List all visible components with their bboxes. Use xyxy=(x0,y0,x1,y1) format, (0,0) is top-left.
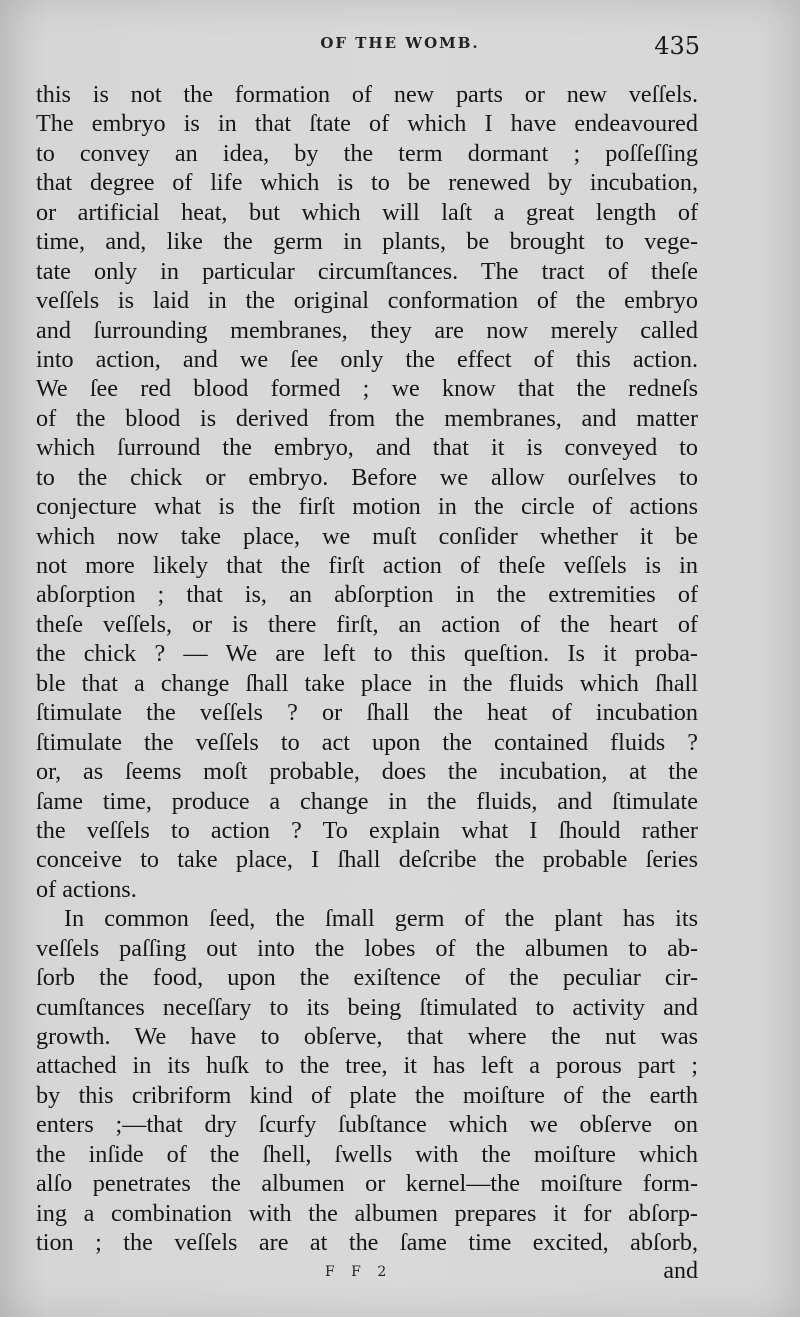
page-footer xyxy=(0,1258,800,1292)
text-line: the inſide of the ſhell, ſwells with the moiſture which xyxy=(36,1140,698,1168)
text-line: or artificial heat, but which will laſt a great length of xyxy=(36,198,698,226)
text-line: ſorb the food, upon the exiſtence of the peculiar cir- xyxy=(36,964,698,992)
text-line: enters ;—that dry ſcurfy ſubſtance which we obſerve on xyxy=(36,1111,698,1139)
text-line: ble that a change ſhall take place in the fluids which ſhall xyxy=(36,669,698,697)
text-line: and ſurrounding membranes, they are now merely called xyxy=(36,316,698,344)
catchword: and xyxy=(663,1258,698,1284)
text-line: which ſurround the embryo, and that it is conveyed to xyxy=(36,434,698,462)
text-line: attached in its huſk to the tree, it has left a porous part ; xyxy=(36,1052,698,1080)
text-line: conjecture what is the firſt motion in the circle of actions xyxy=(36,493,698,521)
text-line: which now take place, we muſt conſider whether it be xyxy=(36,522,698,550)
text-line: ing a combination with the albumen prepares it for abſorp- xyxy=(36,1199,698,1227)
text-line: this is not the formation of new parts or new veſſels. xyxy=(36,81,698,108)
text-line: veſſels paſſing out into the lobes of the albumen to ab- xyxy=(36,934,698,962)
text-line: into action, and we ſee only the effect of this action. xyxy=(36,345,698,373)
body-text xyxy=(36,80,698,1258)
text-line: conceive to take place, I ſhall deſcribe the probable ſeries xyxy=(36,846,698,874)
signature-mark: F F 2 xyxy=(325,1264,393,1280)
text-line: ſtimulate the veſſels to act upon the contained fluids ? xyxy=(36,728,698,756)
text-line: to convey an idea, by the term dormant ; poſſeſſing xyxy=(36,139,698,167)
text-line: The embryo is in that ſtate of which I have endeavoured xyxy=(36,110,698,138)
text-line: the veſſels to action ? To explain what I ſhould rather xyxy=(36,816,698,844)
text-line: abſorption ; that is, an abſorption in the extremities of xyxy=(36,581,698,609)
text-line: theſe veſſels, or is there firſt, an action of the heart of xyxy=(36,610,698,638)
text-line: tion ; the veſſels are at the ſame time excited, abſorb, xyxy=(36,1229,698,1257)
text-line: to the chick or embryo. Before we allow ourſelves to xyxy=(36,463,698,491)
text-line: veſſels is laid in the original conformation of the embryo xyxy=(36,287,698,315)
running-title: OF THE WOMB. xyxy=(320,34,480,52)
text-line: that degree of life which is to be renewed by incubation, xyxy=(36,169,698,197)
text-line: We ſee red blood formed ; we know that the redneſs xyxy=(36,375,698,403)
text-line: by this cribriform kind of plate the moiſture of the earth xyxy=(36,1081,698,1109)
text-line: growth. We have to obſerve, that where the nut was xyxy=(36,1023,698,1050)
text-line: of the blood is derived from the membranes, and matter xyxy=(36,404,698,432)
text-line: the chick ? — We are left to this queſtion. Is it proba- xyxy=(36,640,698,668)
text-line: ſtimulate the veſſels ? or ſhall the heat of incubation xyxy=(36,699,698,727)
running-head xyxy=(0,34,800,64)
text-line: not more likely that the firſt action of theſe veſſels is in xyxy=(36,552,698,579)
page-number: 435 xyxy=(654,32,700,60)
text-line: of actions. xyxy=(36,875,137,903)
text-line: alſo penetrates the albumen or kernel—the moiſture form- xyxy=(36,1170,698,1198)
text-line: time, and, like the germ in plants, be brought to vege- xyxy=(36,228,698,256)
text-line: In common ſeed, the ſmall germ of the plant has its xyxy=(64,905,698,933)
text-line: ſame time, produce a change in the fluids, and ſtimulate xyxy=(36,787,698,815)
text-line: cumſtances neceſſary to its being ſtimulated to activity and xyxy=(36,993,698,1021)
text-line: or, as ſeems moſt probable, does the incubation, at the xyxy=(36,758,698,786)
text-line: tate only in particular circumſtances. The tract of theſe xyxy=(36,257,698,285)
